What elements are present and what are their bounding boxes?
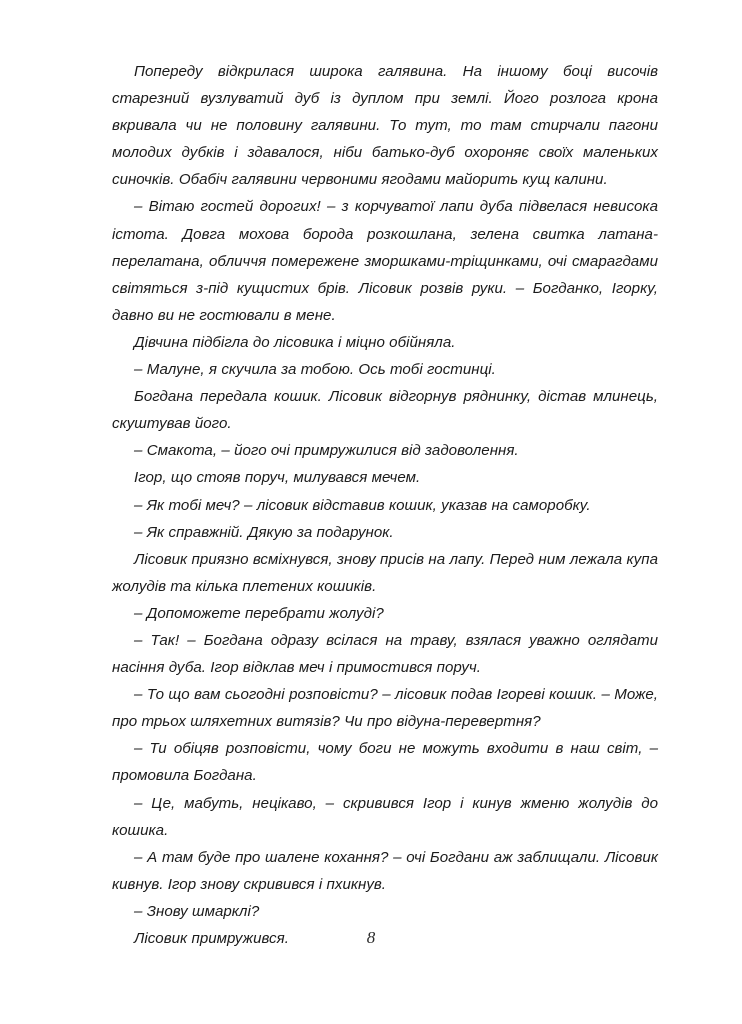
- paragraph: – Як тобі меч? – лісовик відставив кошик, указав на саморобку.: [134, 496, 591, 514]
- page-number: 8: [366, 928, 376, 947]
- paragraph: – То що вам сьогодні розповісти? – лісовик подав Ігореві кошик. – Може, про трьох шляхетних витязів? Чи про відуна-перевертня?: [112, 686, 658, 731]
- paragraph: Дівчина підбігла до лісовика і міцно обійняла.: [134, 333, 456, 351]
- paragraph: Попереду відкрилася широка галявина. На іншому боці височів старезний вузлуватий дуб із дуплом при землі. Його розлога крона вкривала чи не половину галявини. То тут, то там стирчали пагони молодих дубків і здавалося, ніби батько-дуб охороняє своїх маленьких синочків. Обабіч галявини червоними ягодами майорить кущ калини.: [112, 63, 658, 189]
- paragraph: Ігор, що стояв поруч, милувався мечем.: [134, 469, 421, 487]
- paragraph: – Це, мабуть, нецікаво, – скривився Ігор і кинув жменю жолудів до кошика.: [112, 794, 658, 839]
- paragraph: Лісовик приязно всміхнувся, знову присів на лапу. Перед ним лежала купа жолудів та кілька плетених кошиків.: [112, 550, 658, 595]
- paragraph: Богдана передала кошик. Лісовик відгорнув ряднинку, дістав млинець, скуштував його.: [112, 388, 658, 433]
- page-text-block: [112, 58, 658, 952]
- paragraph: – Допоможете перебрати жолуді?: [134, 604, 384, 622]
- paragraph: – Вітаю гостей дорогих! – з корчуватої лапи дуба підвелася невисока істота. Довга мохова борода розкошлана, зелена свитка латана-перелатана, обличчя помережене зморшками-тріщинками, очі смарагдами світяться з-під кущистих брів. Лісовик розвів руки. – Богданко, Ігорку, давно ви не гостювали в мене.: [112, 198, 658, 324]
- paragraph: – Так! – Богдана одразу всілася на траву, взялася уважно оглядати насіння дуба. Ігор відклав меч і примостився поруч.: [112, 631, 658, 677]
- paragraph: – Як справжній. Дякую за подарунок.: [134, 523, 394, 541]
- paragraph: – А там буде про шалене кохання? – очі Богдани аж заблищали. Лісовик кивнув. Ігор знову скривився і пхикнув.: [112, 848, 658, 893]
- paragraph: – Ти обіцяв розповісти, чому боги не можуть входити в наш світ, – промовила Богдана.: [112, 740, 658, 785]
- paragraph: Лісовик примружився.: [134, 930, 289, 947]
- paragraph: – Малуне, я скучила за тобою. Ось тобі гостинці.: [134, 361, 496, 379]
- paragraph: – Знову шмарклі?: [134, 902, 260, 920]
- paragraph: – Смакота, – його очі примружилися від задоволення.: [134, 442, 519, 460]
